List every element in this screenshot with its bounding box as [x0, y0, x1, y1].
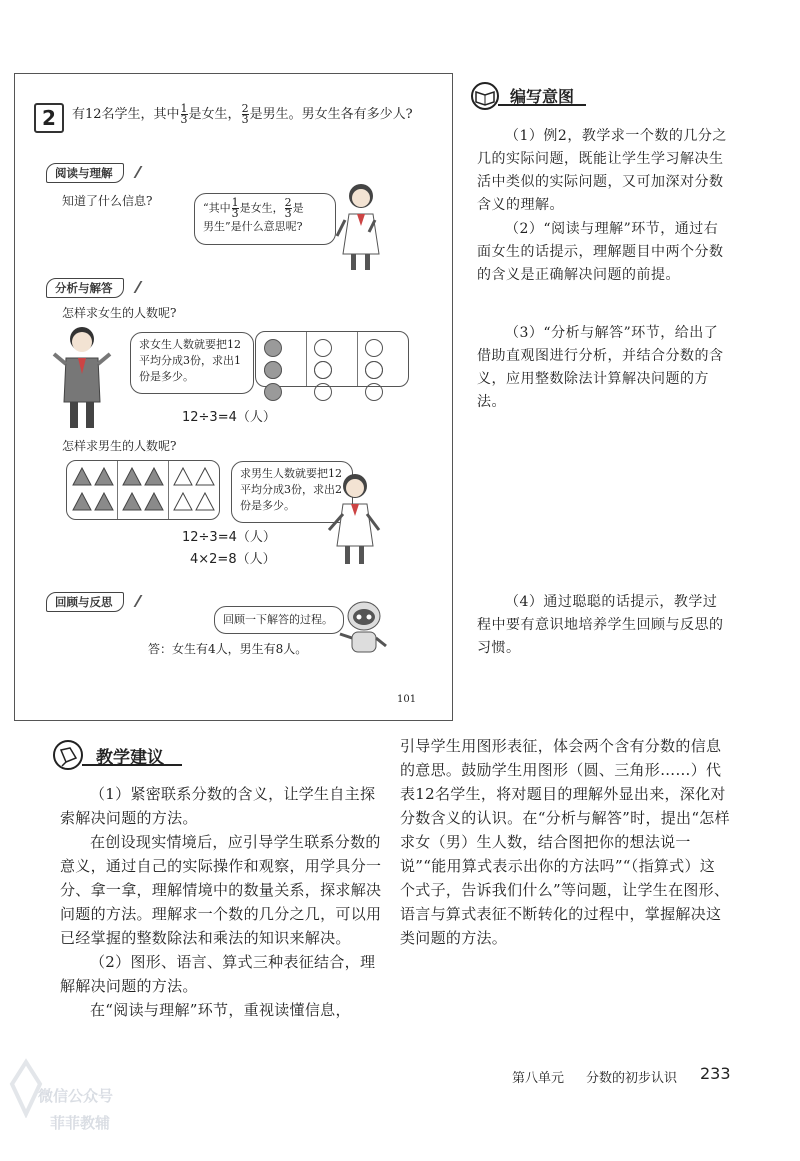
suggestion-paragraph-continued: 引导学生用图形表征，体会两个含有分数的信息的意思。鼓励学生用图形（圆、三角形……）代表12名学生，将对题目的理解外显出来，深化对分数含义的认识。在“分析与解答”时，提出“怎样求女（男）生人数，结合图把你的想法说一说”“能用算式表示出你的方法吗”“（指算式）这个式子，告诉我们什么”等问题，让学生在图形、语言与算式表征不断转化的过程中，掌握解决这类问题的方法。: [400, 737, 730, 947]
section-tag-analyze: 分析与解答: [46, 278, 124, 298]
girl-speech-bubble: 求男生人数就要把12平均分成3份，求出2份是多少。: [231, 461, 353, 523]
boy-speech-bubble: 求女生人数就要把12平均分成3份，求出1份是多少。: [130, 332, 254, 394]
boy-illustration: [48, 324, 118, 432]
section-tag-read: 阅读与理解: [46, 163, 124, 183]
robot-speech-bubble: 回顾一下解答的过程。: [214, 606, 344, 634]
suggestion-paragraph-3: （2）图形、语言、算式三种表征结合，理解解决问题的方法。: [60, 953, 376, 995]
problem-statement: 有12名学生，其中 $\frac{1}{3}$ 是女生， $\frac{2}{3}$ 是男生。男女生各有多少人?: [72, 102, 413, 126]
intent-paragraph-3: （3）“分析与解答”环节，给出了借助直观图进行分析，并结合分数的含义，应用整数除法计算解决问题的方法。: [477, 325, 724, 410]
circle-diagram: [255, 331, 409, 387]
suggestion-heading: 教学建议: [96, 748, 164, 768]
intent-paragraph-2: （2）“阅读与理解”环节，通过右面女生的话提示，理解题目中两个分数的含义是正确解决问题的前提。: [477, 221, 724, 283]
boy-count-question: 怎样求男生的人数呢?: [62, 439, 177, 453]
equation-girls: 12÷3=4（人）: [182, 410, 276, 425]
equation-boys-1: 12÷3=4（人）: [182, 530, 276, 545]
read-question: 知道了什么信息?: [62, 194, 153, 208]
suggestion-left-column: [60, 782, 386, 1022]
intent-paragraph-4: （4）通过聪聪的话提示，教学过程中要有意识地培养学生回顾与反思的习惯。: [477, 594, 724, 656]
triangle-diagram: [66, 460, 220, 520]
suggestion-paragraph-1: （1）紧密联系分数的含义，让学生自主探索解决问题的方法。: [60, 785, 376, 827]
watermark-line-1: 微信公众号: [38, 1087, 114, 1105]
suggestion-right-column: [400, 734, 730, 950]
girl-count-question: 怎样求女生的人数呢?: [62, 306, 177, 320]
textbook-page-number: 101: [397, 694, 417, 705]
section-tag-review: 回顾与反思: [46, 592, 124, 612]
problem-number: 2: [34, 103, 64, 133]
fraction-one-third: $\frac{1}{3}$: [180, 102, 188, 126]
watermark-line-2: 菲菲教辅: [50, 1114, 111, 1132]
suggestion-paragraph-2: 在创设现实情境后，应引导学生联系分数的意义，通过自己的实际操作和观察，用学具分一分、拿一拿，理解情境中的数量关系，探求解决问题的方法。理解求一个数的几分之几，可以用已经掌握的整数除法和乘法的知识来解决。: [60, 833, 382, 947]
intent-header: [470, 82, 588, 108]
intent-paragraph-1: （1）例2，教学求一个数的几分之几的实际问题，既能让学生学习解决生活中类似的实际问题，又可加深对分数含义的理解。: [477, 128, 727, 213]
fraction-two-thirds: $\frac{2}{3}$: [241, 102, 249, 126]
answer-text: 答：女生有4人，男生有8人。: [148, 642, 308, 656]
suggestion-paragraph-4: 在“阅读与理解”环节，重视读懂信息，: [90, 1001, 351, 1019]
girl-illustration-2: [325, 470, 385, 570]
footer-title: 分数的初步认识: [586, 1071, 678, 1086]
suggestion-header: [52, 738, 184, 772]
robot-illustration: [336, 598, 392, 660]
footer-page-number: 233: [700, 1064, 731, 1083]
read-speech-bubble: “其中 $\frac{1}{3}$ 是女生， $\frac{2}{3}$ 是 男生”是什么意思呢?: [194, 193, 336, 245]
equation-boys-2: 4×2=8（人）: [190, 552, 276, 567]
footer-unit: 第八单元: [512, 1071, 565, 1086]
lecture-icon: [52, 738, 86, 772]
girl-illustration-1: [335, 180, 385, 272]
intent-heading: 编写意图: [510, 87, 575, 106]
